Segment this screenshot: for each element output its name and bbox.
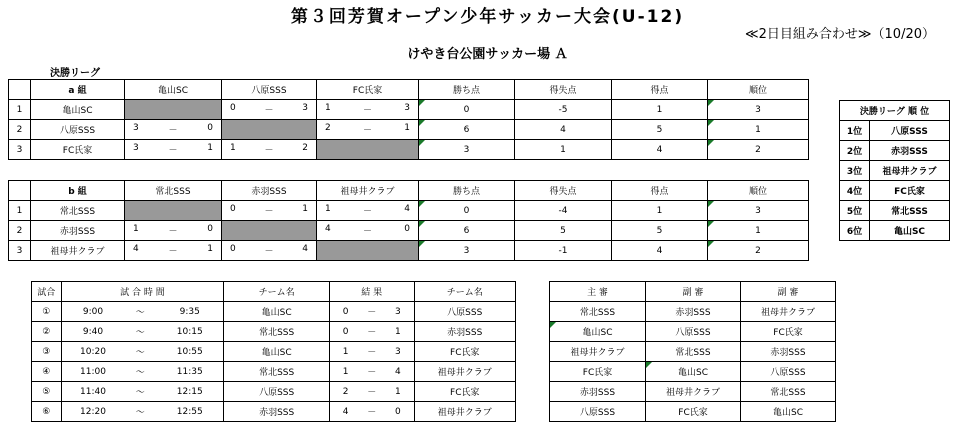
score xyxy=(222,103,316,116)
ranking-place: 3位 xyxy=(840,161,870,181)
group-b-label: b 組 xyxy=(31,181,125,201)
match-end: 12:15 xyxy=(156,382,224,402)
referee-col-assistant-1: 副 審 xyxy=(646,282,741,302)
page-subtitle: ≪2日目組み合わせ≫（10/20） xyxy=(745,27,935,42)
referee-col-assistant-2: 副 審 xyxy=(741,282,836,302)
schedule-table xyxy=(31,281,516,422)
match-dash: － xyxy=(361,302,382,322)
table-row xyxy=(9,221,809,241)
score-value: 0 xyxy=(404,224,410,234)
group-a-result-cell xyxy=(317,120,419,140)
ranking-team: 亀山SC xyxy=(870,221,950,241)
group-a-col-stat-1: 勝ち点 xyxy=(419,80,515,100)
match-away-score: 3 xyxy=(382,302,414,322)
ranking-place: 2位 xyxy=(840,141,870,161)
match-away-team: 祖母井クラブ xyxy=(414,402,516,422)
match-away-score: 3 xyxy=(382,342,414,362)
group-b-goals-for: 1 xyxy=(612,201,708,221)
ranking-place: 5位 xyxy=(840,201,870,221)
score xyxy=(125,123,221,136)
group-a-label: a 組 xyxy=(31,80,125,100)
score-value: 4 xyxy=(133,244,139,254)
ranking-team: 祖母井クラブ xyxy=(870,161,950,181)
group-b-result-cell xyxy=(222,241,317,261)
schedule-col-time: 試 合 時 間 xyxy=(61,282,224,302)
group-a-row-team: 八原SSS xyxy=(31,120,125,140)
match-start: 9:40 xyxy=(61,322,124,342)
match-away-team: FC氏家 xyxy=(414,342,516,362)
match-number: ⑥ xyxy=(32,402,62,422)
group-a-row-team: 亀山SC xyxy=(31,100,125,120)
match-dash: － xyxy=(361,382,382,402)
match-end: 10:15 xyxy=(156,322,224,342)
score-value: 0 xyxy=(230,103,236,113)
score-value: 4 xyxy=(404,204,410,214)
referee-team: 亀山SC xyxy=(741,402,836,422)
match-home-score: 1 xyxy=(329,362,361,382)
referee-team: FC氏家 xyxy=(646,402,741,422)
score-dash: － xyxy=(264,146,274,156)
referee-team: 祖母井クラブ xyxy=(550,342,646,362)
referee-team: 八原SSS xyxy=(646,322,741,342)
score-dash: － xyxy=(362,227,372,237)
referee-table xyxy=(549,281,836,422)
match-start: 10:20 xyxy=(61,342,124,362)
match-home-score: 0 xyxy=(329,322,361,342)
group-a-col-team-2: 八原SSS xyxy=(222,80,317,100)
referee-team: FC氏家 xyxy=(741,322,836,342)
match-start: 11:40 xyxy=(61,382,124,402)
score-value: 2 xyxy=(325,123,331,133)
score-value: 0 xyxy=(207,224,213,234)
match-tilde: ～ xyxy=(124,362,156,382)
group-a-points: 3 xyxy=(419,140,515,160)
referee-team: 赤羽SSS xyxy=(550,382,646,402)
group-a-goals-for: 1 xyxy=(612,100,708,120)
group-a-row-team: FC氏家 xyxy=(31,140,125,160)
score-dash: － xyxy=(168,126,178,136)
score-value: 3 xyxy=(133,143,139,153)
score-value: 1 xyxy=(325,103,331,113)
score-value: 1 xyxy=(133,224,139,234)
match-dash: － xyxy=(361,362,382,382)
ranking-team: 八原SSS xyxy=(870,121,950,141)
score-value: 1 xyxy=(302,204,308,214)
group-b-rank: 2 xyxy=(708,241,809,261)
referee-header-row xyxy=(550,282,836,302)
ranking-place: 1位 xyxy=(840,121,870,141)
match-end: 12:55 xyxy=(156,402,224,422)
score xyxy=(125,143,221,156)
score-value: 1 xyxy=(207,143,213,153)
match-number: ④ xyxy=(32,362,62,382)
referee-col-main: 主 審 xyxy=(550,282,646,302)
score-dash: － xyxy=(168,227,178,237)
group-a-col-stat-2: 得失点 xyxy=(515,80,612,100)
table-row xyxy=(9,201,809,221)
group-a-rank: 2 xyxy=(708,140,809,160)
match-home-team: 亀山SC xyxy=(224,342,330,362)
table-row xyxy=(840,201,950,221)
group-a-corner xyxy=(9,80,31,100)
score xyxy=(317,224,418,237)
match-dash: － xyxy=(361,342,382,362)
group-a-col-stat-3: 得点 xyxy=(612,80,708,100)
score xyxy=(222,204,316,217)
group-b-col-stat-3: 得点 xyxy=(612,181,708,201)
group-a-col-team-3: FC氏家 xyxy=(317,80,419,100)
match-home-score: 4 xyxy=(329,402,361,422)
group-a-row-number: 2 xyxy=(9,120,31,140)
table-row xyxy=(840,181,950,201)
match-dash: － xyxy=(361,322,382,342)
score xyxy=(125,244,221,257)
table-row xyxy=(32,322,516,342)
group-b-table xyxy=(8,180,809,261)
score-dash: － xyxy=(264,106,274,116)
table-row xyxy=(32,362,516,382)
group-a-row-number: 1 xyxy=(9,100,31,120)
score-value: 3 xyxy=(302,103,308,113)
page-title: 第３回芳賀オープン少年サッカー大会(U-12) xyxy=(290,7,685,27)
score-dash: － xyxy=(264,247,274,257)
referee-team: 赤羽SSS xyxy=(741,342,836,362)
group-a-goal-diff: 1 xyxy=(515,140,612,160)
schedule-col-away: チーム名 xyxy=(414,282,516,302)
ranking-team: FC氏家 xyxy=(870,181,950,201)
match-away-score: 1 xyxy=(382,382,414,402)
group-b-col-team-1: 常北SSS xyxy=(125,181,222,201)
match-tilde: ～ xyxy=(124,302,156,322)
score-value: 1 xyxy=(207,244,213,254)
match-away-team: 八原SSS xyxy=(414,302,516,322)
group-b-goal-diff: -1 xyxy=(515,241,612,261)
score-value: 0 xyxy=(230,244,236,254)
group-b-goals-for: 4 xyxy=(612,241,708,261)
match-home-team: 八原SSS xyxy=(224,382,330,402)
table-row xyxy=(840,161,950,181)
ranking-table xyxy=(839,100,950,241)
table-row xyxy=(550,322,836,342)
group-b-col-team-3: 祖母井クラブ xyxy=(317,181,419,201)
table-row xyxy=(32,302,516,322)
referee-team: FC氏家 xyxy=(550,362,646,382)
group-b-row-number: 2 xyxy=(9,221,31,241)
group-b-self-cell xyxy=(317,241,419,261)
score-value: 1 xyxy=(325,204,331,214)
match-away-team: 祖母井クラブ xyxy=(414,362,516,382)
ranking-team: 常北SSS xyxy=(870,201,950,221)
group-b-row-team: 赤羽SSS xyxy=(31,221,125,241)
table-row xyxy=(32,382,516,402)
schedule-header-row xyxy=(32,282,516,302)
table-row xyxy=(840,221,950,241)
match-home-score: 0 xyxy=(329,302,361,322)
group-a-result-cell xyxy=(222,100,317,120)
referee-team: 八原SSS xyxy=(550,402,646,422)
venue-label: けやき台公園サッカー場 Ａ xyxy=(407,47,568,62)
table-row xyxy=(840,121,950,141)
group-b-points: 0 xyxy=(419,201,515,221)
group-b-result-cell xyxy=(317,221,419,241)
group-b-points: 3 xyxy=(419,241,515,261)
referee-team: 常北SSS xyxy=(741,382,836,402)
table-row xyxy=(840,141,950,161)
group-a-goal-diff: -5 xyxy=(515,100,612,120)
group-b-header-row xyxy=(9,181,809,201)
match-home-team: 常北SSS xyxy=(224,322,330,342)
group-b-col-stat-1: 勝ち点 xyxy=(419,181,515,201)
table-row xyxy=(550,342,836,362)
referee-team: 常北SSS xyxy=(646,342,741,362)
match-end: 11:35 xyxy=(156,362,224,382)
score xyxy=(125,224,221,237)
match-away-score: 1 xyxy=(382,322,414,342)
score-dash: － xyxy=(264,207,274,217)
referee-team: 常北SSS xyxy=(550,302,646,322)
score-value: 0 xyxy=(207,123,213,133)
score-dash: － xyxy=(362,126,372,136)
match-away-team: 赤羽SSS xyxy=(414,322,516,342)
table-row xyxy=(550,302,836,322)
referee-team: 亀山SC xyxy=(550,322,646,342)
match-number: ② xyxy=(32,322,62,342)
match-number: ③ xyxy=(32,342,62,362)
group-b-col-stat-4: 順位 xyxy=(708,181,809,201)
match-tilde: ～ xyxy=(124,342,156,362)
schedule-col-home: チーム名 xyxy=(224,282,330,302)
score-value: 1 xyxy=(404,123,410,133)
group-b-points: 6 xyxy=(419,221,515,241)
score-value: 4 xyxy=(302,244,308,254)
group-a-goals-for: 5 xyxy=(612,120,708,140)
score xyxy=(317,123,418,136)
group-a-col-stat-4: 順位 xyxy=(708,80,809,100)
score xyxy=(317,103,418,116)
group-a-header-row xyxy=(9,80,809,100)
group-b-row-team: 祖母井クラブ xyxy=(31,241,125,261)
referee-team: 八原SSS xyxy=(741,362,836,382)
score-value: 3 xyxy=(404,103,410,113)
table-row xyxy=(9,241,809,261)
score xyxy=(317,204,418,217)
group-a-rank: 1 xyxy=(708,120,809,140)
schedule-col-no: 試合 xyxy=(32,282,62,302)
table-row xyxy=(32,402,516,422)
league-caption: 決勝リーグ xyxy=(50,68,100,79)
group-b-self-cell xyxy=(125,201,222,221)
group-b-result-cell xyxy=(125,241,222,261)
group-a-result-cell xyxy=(222,140,317,160)
table-row xyxy=(9,120,809,140)
match-tilde: ～ xyxy=(124,382,156,402)
score xyxy=(222,244,316,257)
match-home-team: 赤羽SSS xyxy=(224,402,330,422)
score-dash: － xyxy=(168,146,178,156)
ranking-team: 赤羽SSS xyxy=(870,141,950,161)
group-a-self-cell xyxy=(317,140,419,160)
group-a-points: 0 xyxy=(419,100,515,120)
score-value: 0 xyxy=(230,204,236,214)
score-value: 3 xyxy=(133,123,139,133)
group-b-goal-diff: 5 xyxy=(515,221,612,241)
score-dash: － xyxy=(362,106,372,116)
referee-team: 赤羽SSS xyxy=(646,302,741,322)
group-a-goals-for: 4 xyxy=(612,140,708,160)
referee-team: 亀山SC xyxy=(646,362,741,382)
group-a-self-cell xyxy=(125,100,222,120)
group-b-corner xyxy=(9,181,31,201)
match-start: 9:00 xyxy=(61,302,124,322)
referee-team: 祖母井クラブ xyxy=(646,382,741,402)
group-b-col-stat-2: 得失点 xyxy=(515,181,612,201)
schedule-col-result: 結 果 xyxy=(329,282,414,302)
table-row xyxy=(9,100,809,120)
ranking-title: 決勝リーグ 順 位 xyxy=(840,101,950,121)
score-value: 1 xyxy=(230,143,236,153)
group-a-rank: 3 xyxy=(708,100,809,120)
group-b-row-team: 常北SSS xyxy=(31,201,125,221)
group-a-points: 6 xyxy=(419,120,515,140)
group-b-rank: 3 xyxy=(708,201,809,221)
table-row xyxy=(550,362,836,382)
group-b-row-number: 1 xyxy=(9,201,31,221)
group-b-result-cell xyxy=(222,201,317,221)
group-b-goals-for: 5 xyxy=(612,221,708,241)
group-b-result-cell xyxy=(317,201,419,221)
match-home-team: 亀山SC xyxy=(224,302,330,322)
group-b-goal-diff: -4 xyxy=(515,201,612,221)
match-away-team: FC氏家 xyxy=(414,382,516,402)
match-home-score: 1 xyxy=(329,342,361,362)
group-a-col-team-1: 亀山SC xyxy=(125,80,222,100)
referee-team: 祖母井クラブ xyxy=(741,302,836,322)
group-b-col-team-2: 赤羽SSS xyxy=(222,181,317,201)
match-dash: － xyxy=(361,402,382,422)
match-away-score: 0 xyxy=(382,402,414,422)
group-a-row-number: 3 xyxy=(9,140,31,160)
group-b-row-number: 3 xyxy=(9,241,31,261)
group-b-rank: 1 xyxy=(708,221,809,241)
group-a-result-cell xyxy=(125,120,222,140)
score-value: 4 xyxy=(325,224,331,234)
match-home-score: 2 xyxy=(329,382,361,402)
group-a-table xyxy=(8,79,809,160)
group-a-goal-diff: 4 xyxy=(515,120,612,140)
table-row xyxy=(550,402,836,422)
match-away-score: 4 xyxy=(382,362,414,382)
match-number: ⑤ xyxy=(32,382,62,402)
match-start: 12:20 xyxy=(61,402,124,422)
score-dash: － xyxy=(362,207,372,217)
match-end: 9:35 xyxy=(156,302,224,322)
match-tilde: ～ xyxy=(124,322,156,342)
match-number: ① xyxy=(32,302,62,322)
score-dash: － xyxy=(168,247,178,257)
group-a-self-cell xyxy=(222,120,317,140)
match-start: 11:00 xyxy=(61,362,124,382)
match-tilde: ～ xyxy=(124,402,156,422)
group-a-result-cell xyxy=(125,140,222,160)
ranking-place: 6位 xyxy=(840,221,870,241)
group-a-result-cell xyxy=(317,100,419,120)
group-b-result-cell xyxy=(125,221,222,241)
ranking-title-row xyxy=(840,101,950,121)
match-end: 10:55 xyxy=(156,342,224,362)
table-row xyxy=(9,140,809,160)
score xyxy=(222,143,316,156)
table-row xyxy=(550,382,836,402)
ranking-place: 4位 xyxy=(840,181,870,201)
table-row xyxy=(32,342,516,362)
match-home-team: 常北SSS xyxy=(224,362,330,382)
group-b-self-cell xyxy=(222,221,317,241)
score-value: 2 xyxy=(302,143,308,153)
